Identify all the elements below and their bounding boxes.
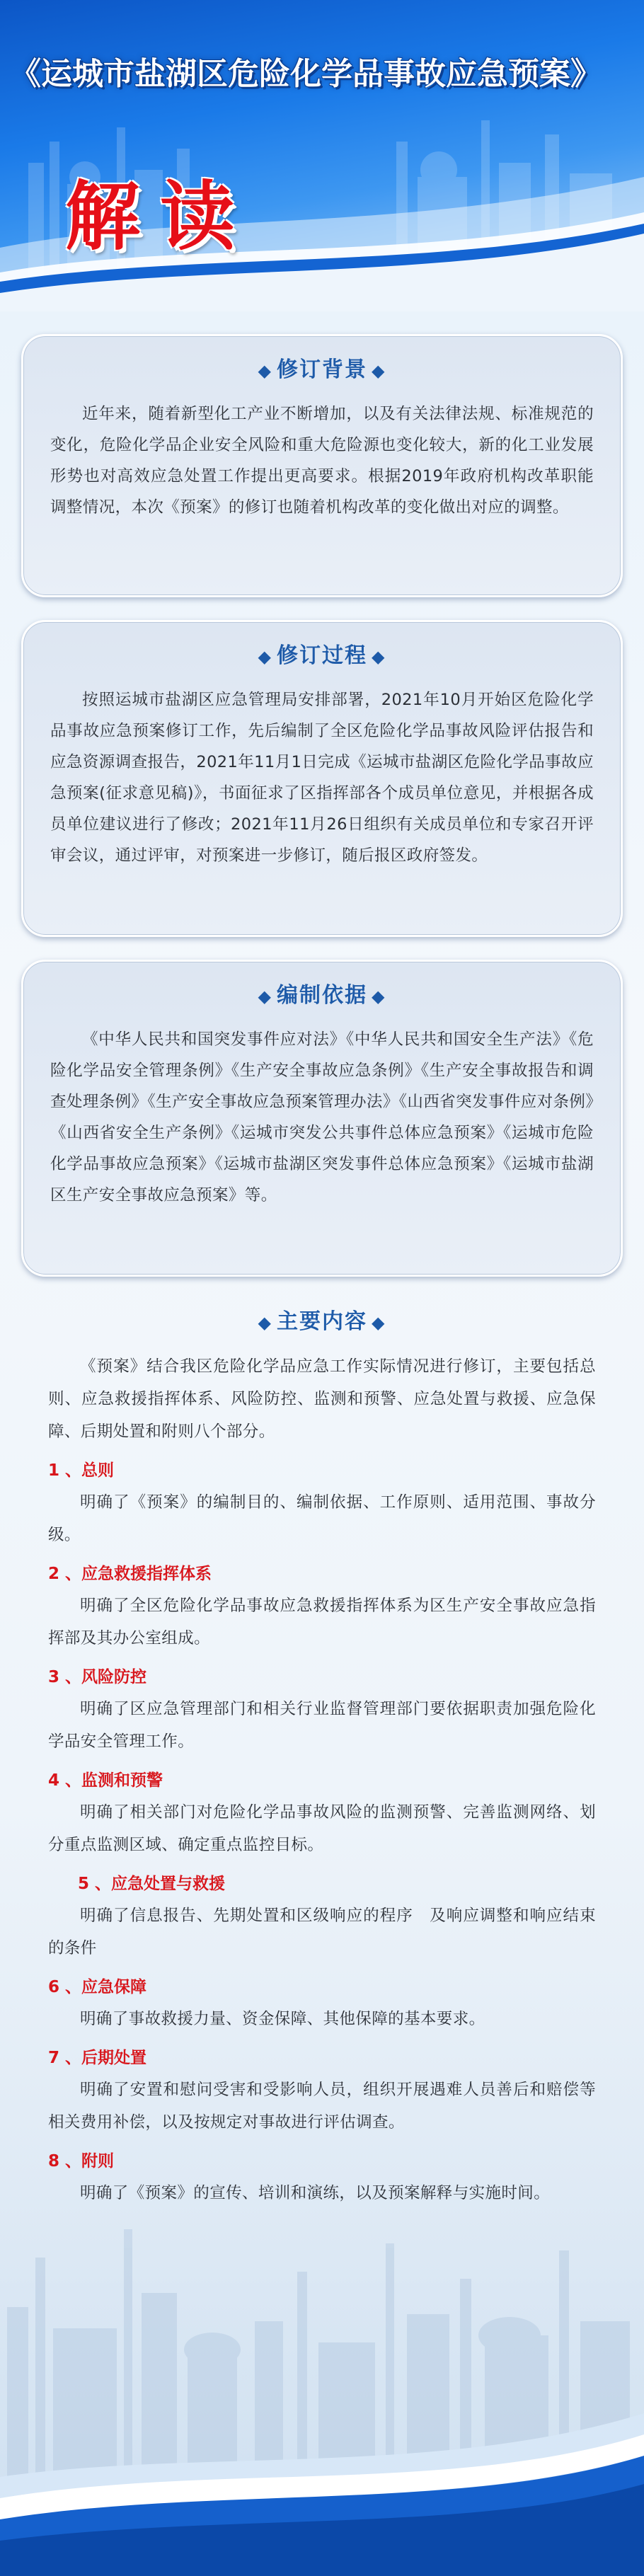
list-item-body: 明确了事故救援力量、资金保障、其他保障的基本要求。 [80,2010,485,2028]
diamond-icon: ◆ [258,361,272,381]
section-background-panel [21,334,623,597]
diamond-icon: ◆ [258,987,272,1006]
header-wave-graphic [0,0,644,311]
header-banner [0,0,644,311]
diamond-icon: ◆ [372,987,386,1006]
list-item-heading: 1 、总则 [48,1461,115,1480]
section-paragraph: 《中华人民共和国突发事件应对法》《中华人民共和国安全生产法》《危险化学品安全管理条例》《生产安全事故应急条例》《生产安全事故报告和调查处理条例》《生产安全事故应急预案管理办法》《山西省突发事件应对条例》《山西省安全生产条例》《运城市突发公共事件总体应急预案》《运城市危险化学品事故应急预案》《运城市盐湖区突发事件总体应急预案》《运城市盐湖区生产安全事故应急预案》等。 [50,1030,594,1204]
list-item-heading: 8 、附则 [48,2152,115,2170]
section-process-panel [21,620,623,937]
footer-industrial-skyline [0,2144,644,2576]
list-item-heading: 2 、应急救援指挥体系 [48,1565,212,1583]
section-title [48,1304,596,1335]
list-item-body: 明确了区应急管理部门和相关行业监督管理部门要依据职责加强危险化学品安全管理工作。 [48,1700,596,1751]
page-subtitle: 解读 [65,173,255,260]
page-title: 《运城市盐湖区危险化学品事故应急预案》 [10,56,602,92]
section-title [50,638,594,669]
section-title [50,352,594,383]
section-title-text: 修订背景 [277,357,367,382]
diamond-icon: ◆ [258,647,272,667]
list-item-body: 明确了相关部门对危险化学品事故风险的监测预警、完善监测网络、划分重点监测区域、确定重点监控目标。 [48,1803,596,1854]
section-paragraph: 按照运城市盐湖区应急管理局安排部署，2021年10月开始区危险化学品事故应急预案修订工作，先后编制了全区危险化学品事故风险评估报告和应急资源调查报告，2021年11月1日完成《运城市盐湖区危险化学品事故应急预案(征求意见稿)》，书面征求了区指挥部各个成员单位意见，并根据各成员单位建议进行了修改；2021年11月26日组织有关成员单位和专家召开评审会议，通过评审，对预案进一步修订，随后报区政府签发。 [50,691,594,865]
diamond-icon: ◆ [372,647,386,667]
list-item-heading: 4 、监测和预警 [48,1771,163,1790]
section-title [50,977,594,1008]
section-paragraph: 近年来，随着新型化工产业不断增加，以及有关法律法规、标准规范的变化，危险化学品企业安全风险和重大危险源也变化较大，新的化工业发展形势也对高效应急处置工作提出更高要求。根据2019年政府机构改革职能调整情况，本次《预案》的修订也随着机构改革的变化做出对应的调整。 [50,405,594,517]
section-title-text: 编制依据 [277,983,367,1008]
section-basis-panel [21,960,623,1277]
diamond-icon: ◆ [258,1313,272,1333]
section-title-text: 修订过程 [277,643,367,668]
list-item-body: 明确了全区危险化学品事故应急救援指挥体系为区生产安全事故应急指挥部及其办公室组成。 [48,1597,596,1648]
section-content-panel [21,1296,623,2202]
section-title-text: 主要内容 [277,1309,367,1334]
list-item-body: 明确了安置和慰问受害和受影响人员，组织开展遇难人员善后和赔偿等相关费用补偿，以及按规定对事故进行评估调查。 [48,2081,596,2132]
section-intro: 《预案》结合我区危险化学品应急工作实际情况进行修订，主要包括总则、应急救援指挥体系、风险防控、监测和预警、应急处置与救援、应急保障、后期处置和附则八个部分。 [48,1357,596,1441]
list-item-heading: 6 、应急保障 [48,1978,147,1996]
list-item-body: 明确了《预案》的宣传、培训和演练，以及预案解释与实施时间。 [80,2184,551,2202]
list-item-heading: 5 、应急处置与救援 [78,1875,226,1893]
diamond-icon: ◆ [372,1313,386,1333]
list-item-body: 明确了信息报告、先期处置和区级响应的程序 及响应调整和响应结束的条件 [48,1907,596,1957]
list-item-heading: 3 、风险防控 [48,1668,147,1686]
footer-graphic [0,2144,644,2576]
diamond-icon: ◆ [372,361,386,381]
list-item-heading: 7 、后期处置 [48,2049,147,2067]
list-item-body: 明确了《预案》的编制目的、编制依据、工作原则、适用范围、事故分级。 [48,1493,596,1544]
